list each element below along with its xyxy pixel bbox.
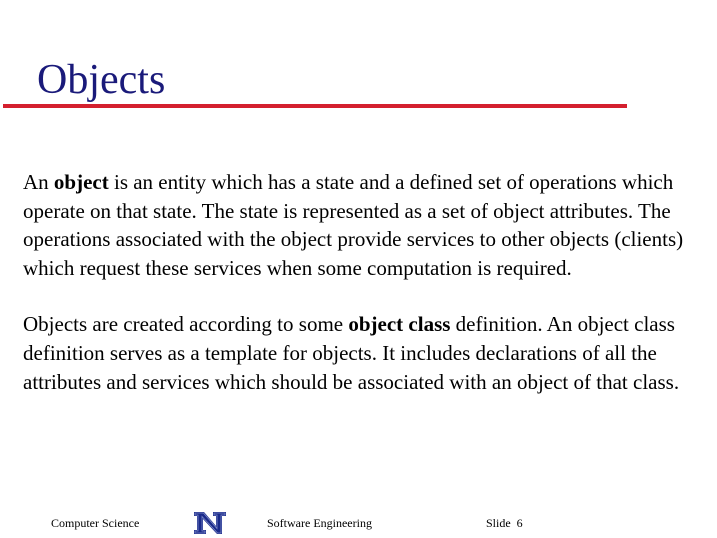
paragraph-text: Objects are created according to some: [23, 312, 349, 337]
footer-subject: Software Engineering: [267, 516, 372, 530]
paragraph-text: An: [23, 170, 54, 194]
university-n-logo-icon: [193, 511, 227, 535]
title-underline: [3, 104, 627, 108]
slide-body: [23, 168, 693, 424]
term-object: object: [53, 170, 109, 194]
paragraph-object-class: [23, 310, 693, 396]
slide-label: Slide: [486, 516, 511, 530]
paragraph-object-definition: [23, 168, 693, 282]
footer-course: Computer Science: [51, 516, 140, 530]
slide-number: 6: [516, 516, 523, 530]
paragraph-text: is an entity which has a state and a defined set of operations which operate on that state. The state is represented as a set of object attributes. The operations associated with the object provide services to other objects (clients) which request these services when some computation is required.: [23, 170, 684, 280]
paragraph-text: definition. An object class definition serves as a template for objects. It includes declarations of all the attributes and services which should be associated with an object of that class.: [23, 312, 680, 394]
term-object-class: object class: [348, 312, 451, 337]
footer-slide-number: [486, 515, 523, 531]
slide-title: Objects: [37, 57, 166, 103]
